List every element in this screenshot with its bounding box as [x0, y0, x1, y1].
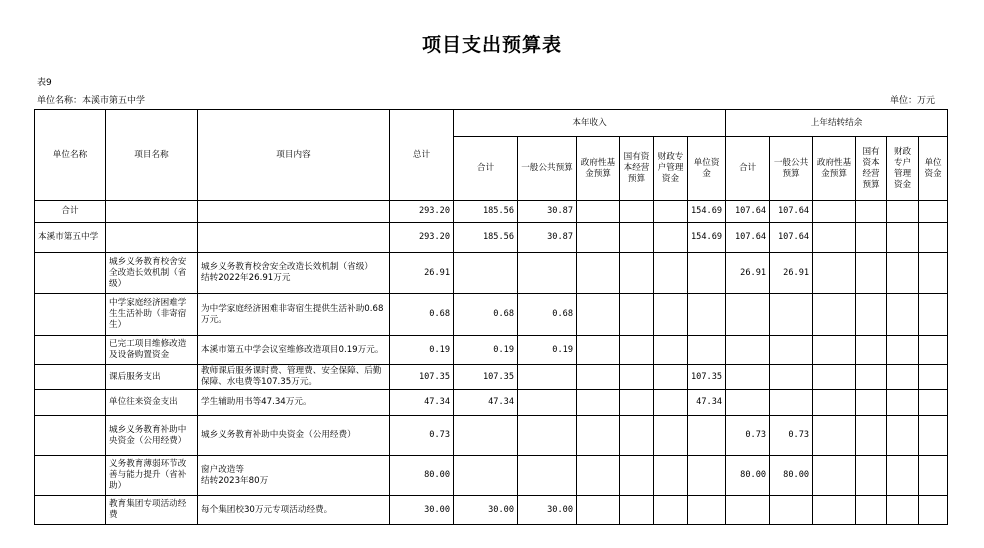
header-cell: 政府性基金预算 [577, 137, 620, 201]
value-cell [620, 365, 654, 390]
unit-cell: 合计 [35, 201, 106, 223]
value-cell [856, 416, 887, 456]
value-cell: 293.20 [390, 201, 454, 223]
value-cell [856, 365, 887, 390]
value-cell [919, 390, 948, 416]
value-cell [887, 365, 919, 390]
value-cell: 0.73 [726, 416, 770, 456]
content-cell: 城乡义务教育补助中央资金（公用经费） [198, 416, 390, 456]
value-cell [577, 365, 620, 390]
table-row [35, 496, 948, 525]
value-cell: 0.68 [390, 294, 454, 336]
value-cell: 0.19 [390, 336, 454, 365]
table-number: 表9 [37, 78, 52, 88]
table-row [35, 223, 948, 253]
project-cell: 课后服务支出 [106, 365, 198, 390]
value-cell [887, 496, 919, 525]
value-cell: 0.73 [770, 416, 813, 456]
content-cell: 每个集团校30万元专项活动经费。 [198, 496, 390, 525]
unit-cell [35, 336, 106, 365]
unit-cell: 本溪市第五中学 [35, 223, 106, 253]
value-cell [919, 294, 948, 336]
value-cell: 154.69 [688, 223, 726, 253]
table-row [35, 456, 948, 496]
value-cell [770, 365, 813, 390]
header-unit: 单位名称 [35, 110, 106, 201]
header-cell: 政府性基金预算 [813, 137, 856, 201]
value-cell [577, 456, 620, 496]
value-cell [620, 456, 654, 496]
unit-name-label: 单位名称：本溪市第五中学 [37, 96, 146, 106]
header-row-group [35, 110, 948, 137]
value-cell [813, 201, 856, 223]
value-cell [654, 223, 688, 253]
value-cell [813, 294, 856, 336]
value-cell [813, 456, 856, 496]
value-cell [654, 336, 688, 365]
value-cell [518, 456, 577, 496]
project-cell: 义务教育薄弱环节改善与能力提升（省补助） [106, 456, 198, 496]
header-cell: 财政专户管理资金 [887, 137, 919, 201]
value-cell [454, 456, 518, 496]
value-cell [688, 456, 726, 496]
value-cell: 30.00 [390, 496, 454, 525]
header-cell: 国有资本经营预算 [856, 137, 887, 201]
value-cell [856, 456, 887, 496]
value-cell: 30.00 [518, 496, 577, 525]
value-cell: 30.87 [518, 201, 577, 223]
value-cell [726, 365, 770, 390]
value-cell [856, 253, 887, 294]
value-cell: 185.56 [454, 223, 518, 253]
value-cell [577, 390, 620, 416]
page-title: 项目支出预算表 [421, 34, 562, 56]
value-cell: 154.69 [688, 201, 726, 223]
table-row [35, 294, 948, 336]
value-cell [577, 253, 620, 294]
value-cell [577, 416, 620, 456]
header-cell: 一般公共预算 [770, 137, 813, 201]
table-row [35, 201, 948, 223]
header-cell: 一般公共预算 [518, 137, 577, 201]
value-cell: 0.19 [454, 336, 518, 365]
value-cell [654, 496, 688, 525]
budget-table [34, 109, 948, 525]
value-cell: 80.00 [770, 456, 813, 496]
value-cell: 0.19 [518, 336, 577, 365]
value-cell [856, 336, 887, 365]
value-cell [577, 496, 620, 525]
project-cell [106, 223, 198, 253]
value-cell [887, 294, 919, 336]
value-cell: 26.91 [770, 253, 813, 294]
value-cell [726, 294, 770, 336]
header-cell: 合计 [454, 137, 518, 201]
value-cell [654, 416, 688, 456]
value-cell [813, 336, 856, 365]
value-cell: 107.64 [726, 223, 770, 253]
value-cell [654, 294, 688, 336]
value-cell [770, 496, 813, 525]
value-cell [887, 390, 919, 416]
value-cell [688, 496, 726, 525]
value-cell [770, 390, 813, 416]
value-cell [654, 390, 688, 416]
value-cell [577, 223, 620, 253]
value-cell: 107.64 [770, 223, 813, 253]
value-cell [518, 253, 577, 294]
value-cell: 0.73 [390, 416, 454, 456]
value-cell [654, 201, 688, 223]
content-cell: 城乡义务教育校舍安全改造长效机制（省级） 结转2022年26.91万元 [198, 253, 390, 294]
value-cell [887, 336, 919, 365]
value-cell [813, 496, 856, 525]
table-row [35, 416, 948, 456]
value-cell [856, 390, 887, 416]
header-cell: 国有资本经营预算 [620, 137, 654, 201]
value-cell [887, 253, 919, 294]
project-cell: 城乡义务教育校舍安全改造长效机制（省级） [106, 253, 198, 294]
value-cell [813, 416, 856, 456]
value-cell [726, 336, 770, 365]
value-cell: 30.87 [518, 223, 577, 253]
value-cell: 107.35 [390, 365, 454, 390]
value-cell: 0.68 [518, 294, 577, 336]
value-cell [919, 416, 948, 456]
table-row [35, 253, 948, 294]
value-cell: 47.34 [390, 390, 454, 416]
value-cell [620, 416, 654, 456]
value-cell [856, 294, 887, 336]
content-cell [198, 201, 390, 223]
value-cell: 26.91 [726, 253, 770, 294]
content-cell: 本溪市第五中学会议室维修改造项目0.19万元。 [198, 336, 390, 365]
value-cell: 107.35 [454, 365, 518, 390]
value-cell [620, 294, 654, 336]
value-cell [813, 365, 856, 390]
table-body [35, 201, 948, 525]
unit-cell [35, 456, 106, 496]
value-cell: 293.20 [390, 223, 454, 253]
value-cell [620, 336, 654, 365]
project-cell: 单位往来资金支出 [106, 390, 198, 416]
value-cell [454, 416, 518, 456]
value-cell [518, 416, 577, 456]
table-row [35, 390, 948, 416]
value-cell [726, 390, 770, 416]
value-cell: 80.00 [726, 456, 770, 496]
value-cell [518, 365, 577, 390]
unit-cell [35, 294, 106, 336]
value-cell [919, 223, 948, 253]
header-cell: 合计 [726, 137, 770, 201]
value-cell [577, 201, 620, 223]
header-cell: 财政专户管理资金 [654, 137, 688, 201]
value-cell [813, 390, 856, 416]
value-cell [770, 336, 813, 365]
header-cell: 单位资金 [919, 137, 948, 201]
value-cell [577, 294, 620, 336]
header-content: 项目内容 [198, 110, 390, 201]
value-cell: 107.64 [726, 201, 770, 223]
value-cell [577, 336, 620, 365]
value-cell: 47.34 [454, 390, 518, 416]
content-cell: 窗户改造等 结转2023年80万 [198, 456, 390, 496]
value-cell: 30.00 [454, 496, 518, 525]
value-cell [919, 365, 948, 390]
value-cell [620, 201, 654, 223]
content-cell: 为中学家庭经济困难非寄宿生提供生活补助0.68万元。 [198, 294, 390, 336]
value-cell [518, 390, 577, 416]
value-cell: 107.64 [770, 201, 813, 223]
value-cell [856, 201, 887, 223]
value-cell [620, 496, 654, 525]
value-cell [887, 223, 919, 253]
header-project: 项目名称 [106, 110, 198, 201]
value-cell [887, 416, 919, 456]
table-row [35, 365, 948, 390]
unit-cell [35, 390, 106, 416]
content-cell: 教师课后服务课时费、管理费、安全保障、后勤保障、水电费等107.35万元。 [198, 365, 390, 390]
project-cell: 已完工项目维修改造及设备购置资金 [106, 336, 198, 365]
value-cell [620, 223, 654, 253]
value-cell [688, 253, 726, 294]
value-cell: 26.91 [390, 253, 454, 294]
value-cell [688, 416, 726, 456]
value-cell: 0.68 [454, 294, 518, 336]
value-cell [654, 253, 688, 294]
value-cell [813, 223, 856, 253]
value-cell [770, 294, 813, 336]
unit-cell [35, 416, 106, 456]
value-cell [887, 201, 919, 223]
value-cell [887, 456, 919, 496]
value-cell [688, 336, 726, 365]
value-cell [919, 496, 948, 525]
value-cell [654, 456, 688, 496]
content-cell [198, 223, 390, 253]
value-cell: 185.56 [454, 201, 518, 223]
value-cell [919, 253, 948, 294]
value-cell [919, 456, 948, 496]
value-cell [620, 253, 654, 294]
value-cell: 80.00 [390, 456, 454, 496]
value-cell [654, 365, 688, 390]
header-current-year: 本年收入 [454, 110, 726, 137]
value-cell [919, 201, 948, 223]
header-prior-year: 上年结转结余 [726, 110, 948, 137]
value-cell [856, 496, 887, 525]
currency-unit-label: 单位：万元 [890, 96, 936, 106]
header-total: 总计 [390, 110, 454, 201]
project-cell [106, 201, 198, 223]
project-cell: 中学家庭经济困难学生生活补助（非寄宿生） [106, 294, 198, 336]
unit-cell [35, 496, 106, 525]
value-cell [856, 223, 887, 253]
value-cell [919, 336, 948, 365]
value-cell [688, 294, 726, 336]
project-cell: 教育集团专项活动经费 [106, 496, 198, 525]
value-cell: 47.34 [688, 390, 726, 416]
content-cell: 学生辅助用书等47.34万元。 [198, 390, 390, 416]
project-cell: 城乡义务教育补助中央资金（公用经费） [106, 416, 198, 456]
table-row [35, 336, 948, 365]
value-cell [813, 253, 856, 294]
unit-cell [35, 365, 106, 390]
value-cell [454, 253, 518, 294]
value-cell: 107.35 [688, 365, 726, 390]
header-cell: 单位资金 [688, 137, 726, 201]
value-cell [726, 496, 770, 525]
unit-cell [35, 253, 106, 294]
value-cell [620, 390, 654, 416]
